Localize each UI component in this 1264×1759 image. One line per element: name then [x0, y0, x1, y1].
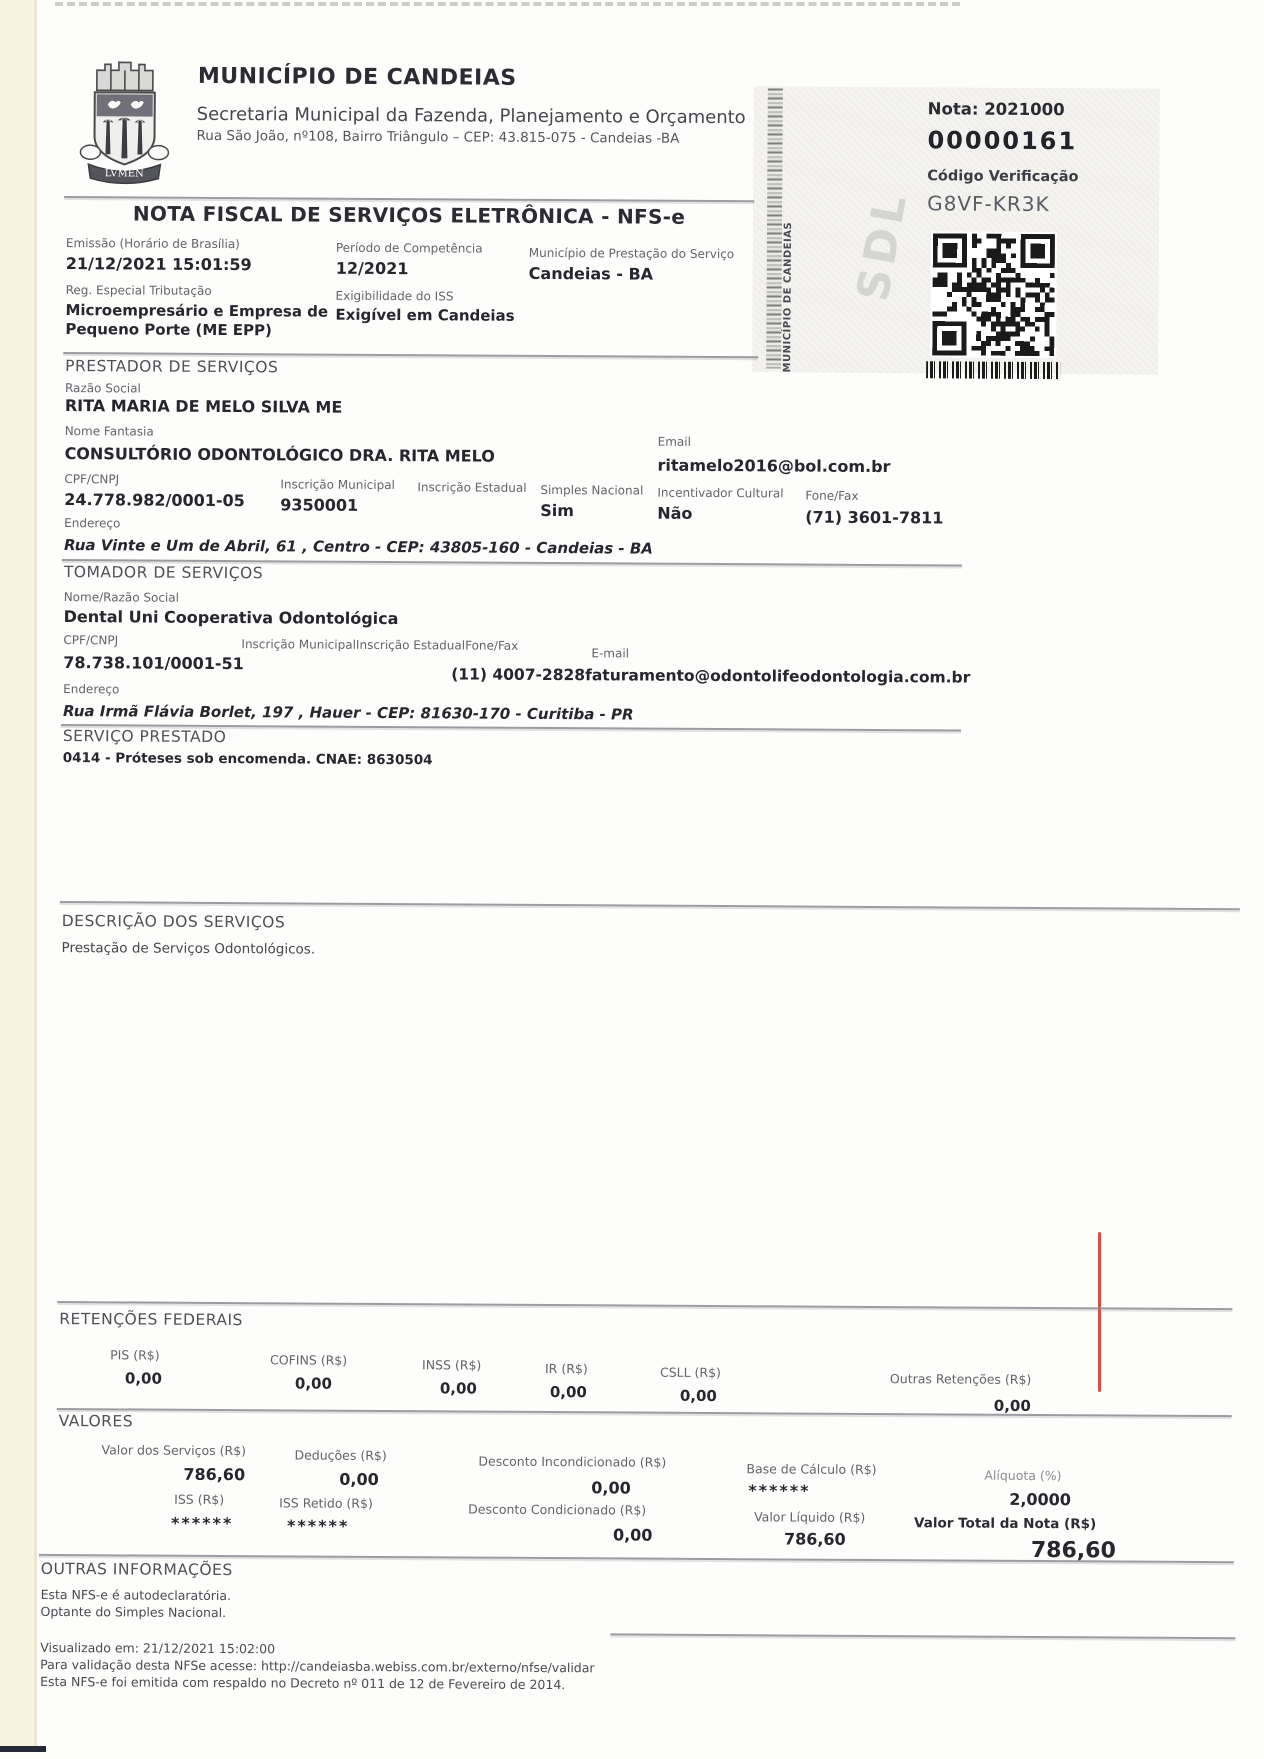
outras-informacoes-title: OUTRAS INFORMAÇÕES	[41, 1560, 233, 1579]
municipality-address: Rua São João, nº108, Bairro Triângulo – CEP: 43.815-075 - Candeias -BA	[196, 128, 679, 147]
deducoes-value: 0,00	[339, 1470, 379, 1489]
iss-label: ISS (R$)	[174, 1492, 224, 1507]
emissao-value: 21/12/2021 15:01:59	[66, 254, 252, 274]
emissao-label: Emissão (Horário de Brasília)	[66, 236, 240, 251]
desconto-incondicionado-value: 0,00	[591, 1478, 631, 1497]
divider	[57, 1408, 1232, 1417]
cofins-label: COFINS (R$)	[270, 1352, 347, 1367]
iss-retido-label: ISS Retido (R$)	[279, 1495, 373, 1511]
ir-label: IR (R$)	[545, 1361, 588, 1376]
valor-servicos-value: 786,60	[183, 1465, 245, 1484]
prestador-endereco-label: Endereço	[64, 516, 120, 530]
footer-validacao: Para validação desta NFSe acesse: http://candeiasba.webiss.com.br/externo/nfse/validar	[40, 1657, 594, 1675]
deducoes-label: Deduções (R$)	[294, 1447, 386, 1463]
valores-section-title: VALORES	[59, 1412, 134, 1430]
tomador-endereco: Rua Irmã Flávia Borlet, 197 , Hauer - CEP: 81630-170 - Curitiba - PR	[63, 702, 634, 723]
valor-total-label: Valor Total da Nota (R$)	[914, 1515, 1096, 1532]
tomador-fone-email	[451, 665, 970, 686]
tomador-cpf-cnpj: 78.738.101/0001-51	[63, 653, 244, 673]
razao-social-label: Razão Social	[65, 381, 141, 395]
tomador-section-title: TOMADOR DE SERVIÇOS	[64, 563, 263, 582]
valor-servicos-label: Valor dos Serviços (R$)	[101, 1442, 246, 1458]
vertical-caption: MUNICÍPIO DE CANDEIAS	[782, 220, 794, 372]
valor-liquido-value: 786,60	[784, 1529, 846, 1548]
iss-retido-value: ******	[287, 1516, 349, 1535]
csll-value: 0,00	[680, 1387, 717, 1405]
servico-prestado-texto: 0414 - Próteses sob encomenda. CNAE: 8630504	[63, 750, 433, 768]
exigibilidade-value: Exigível em Candeias	[335, 306, 514, 325]
municipality-crest-logo	[73, 60, 176, 185]
outras-retencoes-label: Outras Retenções (R$)	[890, 1371, 1031, 1387]
sdl-watermark: SDL	[847, 186, 917, 305]
prestador-fone-fax: (71) 3601-7811	[805, 508, 943, 528]
document-title: NOTA FISCAL DE SERVIÇOS ELETRÔNICA - NFS-e	[64, 201, 754, 229]
inss-label: INSS (R$)	[422, 1357, 481, 1372]
aliquota-value: 2,0000	[1009, 1490, 1071, 1509]
desconto-condicionado-value: 0,00	[613, 1525, 653, 1544]
tomador-email: faturamento@odontolifeodontologia.com.br	[585, 666, 970, 686]
prestador-email-label: Email	[658, 435, 691, 449]
footer-visualizado: Visualizado em: 21/12/2021 15:02:00	[40, 1640, 275, 1656]
municipio-prestacao-label: Município de Prestação do Serviço	[529, 246, 734, 261]
prestador-email: ritamelo2016@bol.com.br	[657, 456, 890, 476]
footer-decreto: Esta NFS-e foi emitida com respaldo no Decreto nº 011 de 12 de Fevereiro de 2014.	[40, 1674, 565, 1692]
exigibilidade-label: Exigibilidade do ISS	[336, 289, 454, 304]
descricao-section-title: DESCRIÇÃO DOS SERVIÇOS	[62, 912, 286, 931]
servico-section-title: SERVIÇO PRESTADO	[63, 727, 227, 746]
csll-label: CSLL (R$)	[660, 1365, 721, 1380]
tomador-inscricoes-fone-labels: Inscrição MunicipalInscrição EstadualFone/Fax	[241, 637, 518, 653]
nota-year-label: Nota: 2021000	[928, 99, 1065, 119]
ir-value: 0,00	[550, 1383, 587, 1401]
iss-value: ******	[171, 1514, 233, 1533]
tomador-razao-social: Dental Uni Cooperativa Odontológica	[64, 607, 399, 628]
horizontal-barcode	[926, 361, 1060, 379]
prestador-fone-fax-label: Fone/Fax	[805, 489, 858, 503]
descricao-texto: Prestação de Serviços Odontológicos.	[62, 940, 316, 958]
prestador-cpf-cnpj: 24.778.982/0001-05	[64, 490, 245, 510]
prestador-cpf-cnpj-label: CPF/CNPJ	[64, 472, 119, 486]
simples-nacional-label: Simples Nacional	[540, 483, 643, 498]
prestador-simples-nacional: Sim	[540, 501, 574, 520]
outras-informacoes-linha: Esta NFS-e é autodeclaratória.	[41, 1587, 231, 1603]
pis-value: 0,00	[125, 1369, 162, 1387]
regime-value: Microempresário e Empresa de Pequeno Porte (ME EPP)	[65, 301, 350, 340]
tomador-email-label: E-mail	[591, 646, 629, 660]
department-name: Secretaria Municipal da Fazenda, Planejamento e Orçamento	[197, 104, 746, 128]
inscricao-estadual-label: Inscrição Estadual	[417, 480, 526, 495]
vertical-barcode	[766, 88, 783, 368]
prestador-incentivador-cultural: Não	[657, 504, 692, 523]
tomador-endereco-label: Endereço	[63, 682, 119, 696]
competencia-label: Período de Competência	[336, 241, 483, 256]
inscricao-municipal-label: Inscrição Municipal	[280, 477, 395, 492]
nota-number: 00000161	[927, 126, 1077, 155]
base-calculo-value: ******	[748, 1481, 810, 1500]
desconto-incondicionado-label: Desconto Incondicionado (R$)	[478, 1454, 666, 1470]
divider	[610, 1633, 1235, 1639]
outras-retencoes-value: 0,00	[994, 1397, 1031, 1415]
prestador-section-title: PRESTADOR DE SERVIÇOS	[65, 357, 278, 376]
pis-label: PIS (R$)	[110, 1347, 160, 1362]
base-calculo-label: Base de Cálculo (R$)	[746, 1461, 876, 1477]
prestador-endereco: Rua Vinte e Um de Abril, 61 , Centro - CEP: 43805-160 - Candeias - BA	[64, 536, 653, 558]
qr-code	[930, 231, 1057, 358]
crest-motto: LVMEN	[105, 168, 144, 179]
verification-code-label: Código Verificação	[927, 168, 1078, 185]
municipio-prestacao-value: Candeias - BA	[529, 264, 654, 284]
nome-fantasia-label: Nome Fantasia	[65, 424, 154, 439]
municipality-name: MUNICÍPIO DE CANDEIAS	[198, 64, 517, 91]
divider	[60, 901, 1240, 910]
competencia-value: 12/2021	[336, 259, 409, 278]
verification-code: G8VF-KR3K	[927, 191, 1050, 216]
divider	[57, 1301, 1232, 1310]
outras-informacoes-linha: Optante do Simples Nacional.	[40, 1604, 226, 1620]
prestador-nome-fantasia: CONSULTÓRIO ODONTOLÓGICO DRA. RITA MELO	[65, 444, 495, 466]
tomador-razao-social-label: Nome/Razão Social	[64, 590, 179, 605]
cofins-value: 0,00	[295, 1374, 332, 1392]
valor-total-value: 786,60	[1031, 1538, 1116, 1564]
retencoes-section-title: RETENÇÕES FEDERAIS	[59, 1310, 243, 1329]
prestador-inscricao-municipal: 9350001	[280, 495, 358, 514]
tomador-cpf-cnpj-label: CPF/CNPJ	[63, 633, 118, 647]
prestador-razao-social: RITA MARIA DE MELO SILVA ME	[65, 396, 343, 417]
valor-liquido-label: Valor Líquido (R$)	[754, 1509, 865, 1525]
tomador-fone-fax: (11) 4007-2828	[451, 665, 585, 684]
desconto-condicionado-label: Desconto Condicionado (R$)	[468, 1502, 646, 1518]
incentivador-cultural-label: Incentivador Cultural	[657, 486, 783, 501]
aliquota-label: Alíquota (%)	[984, 1468, 1061, 1483]
inss-value: 0,00	[440, 1379, 477, 1397]
regime-label: Reg. Especial Tributação	[66, 283, 212, 298]
